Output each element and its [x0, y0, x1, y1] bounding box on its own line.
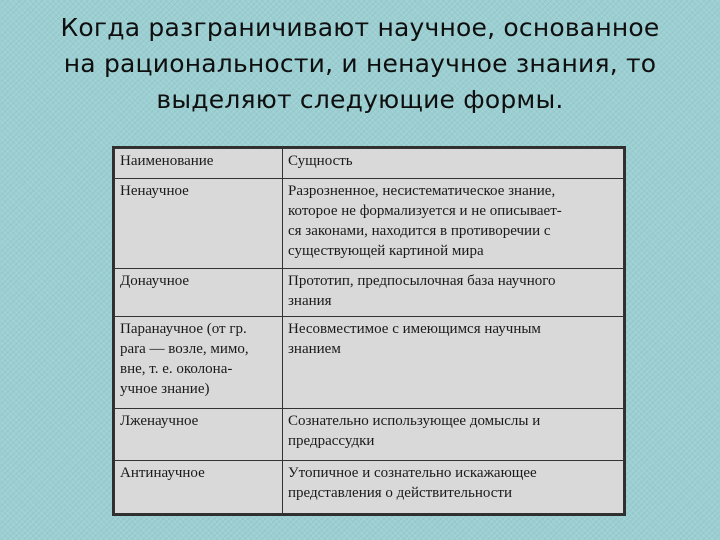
row-name [115, 317, 283, 408]
cell-line: предрассудки [288, 432, 375, 449]
cell-line: para — возле, мимо, [120, 341, 249, 358]
title-line: на рациональности, и ненаучное знания, то [63, 49, 657, 78]
cell-line: Разрозненное, несистематическое знание, [288, 183, 556, 200]
row-essence [283, 408, 624, 461]
cell-line: Сознательно использующее домыслы и [288, 412, 541, 429]
cell-line: Лженаучное [120, 412, 199, 429]
table-row [115, 461, 624, 514]
row-name [115, 408, 283, 461]
cell-line: Ненаучное [120, 183, 189, 200]
table-row [115, 179, 624, 268]
row-essence [283, 179, 624, 268]
cell-line: Антинаучное [120, 465, 205, 482]
cell-line: представления о действительности [288, 485, 512, 502]
title-line: выделяют следующие формы. [156, 85, 564, 114]
cell-line: которое не формализуется и не описывает- [288, 203, 562, 220]
row-name [115, 179, 283, 268]
row-name [115, 461, 283, 514]
forms-of-knowledge-table [112, 146, 626, 516]
header-name: Наименование [115, 149, 283, 179]
title-line: Когда разграничивают научное, основанное [60, 13, 660, 42]
cell-line: Несовместимое с имеющимся научным [288, 321, 541, 338]
cell-line: знанием [288, 341, 341, 358]
table-header-row [115, 149, 624, 179]
cell-line: Утопичное и сознательно искажающее [288, 465, 537, 482]
cell-line: Паранаучное (от гр. [120, 321, 247, 338]
row-name [115, 268, 283, 317]
header-essence: Сущность [283, 149, 624, 179]
row-essence [283, 461, 624, 514]
cell-line: ся законами, находится в противоречии с [288, 223, 551, 240]
row-essence [283, 268, 624, 317]
table-row [115, 268, 624, 317]
cell-line: учное знание) [120, 381, 210, 398]
cell-line: Прототип, предпосылочная база научного [288, 272, 556, 289]
table-row [115, 317, 624, 408]
cell-line: существующей картиной мира [288, 243, 484, 260]
slide-title [20, 10, 700, 118]
table-row [115, 408, 624, 461]
cell-line: знания [288, 292, 332, 309]
row-essence [283, 317, 624, 408]
cell-line: вне, т. е. околона- [120, 361, 233, 378]
cell-line: Донаучное [120, 272, 190, 289]
